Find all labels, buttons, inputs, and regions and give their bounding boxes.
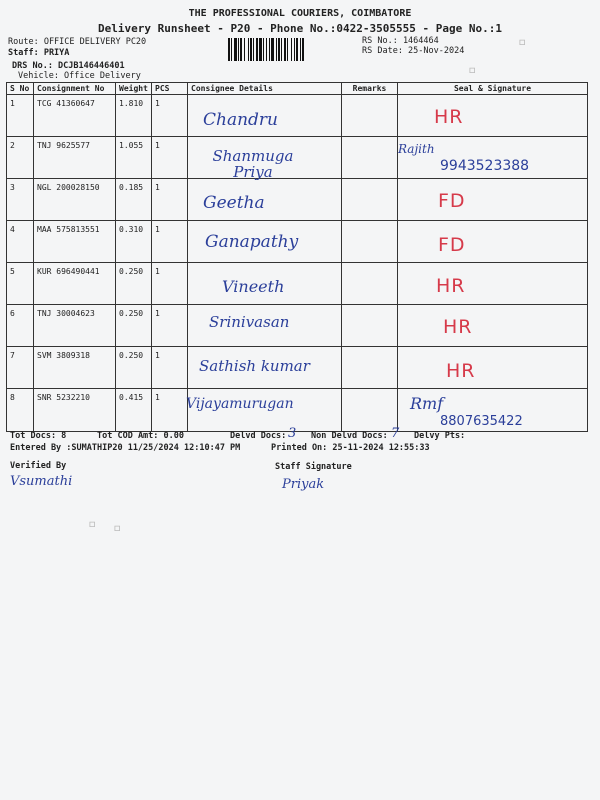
- drs-number: DRS No.: DCJB146446401: [12, 61, 125, 71]
- col-seal-header: Seal & Signature: [398, 83, 588, 95]
- handwritten-consignee: Chandru: [203, 110, 278, 130]
- cell-remarks: [342, 95, 398, 137]
- total-docs: Tot Docs: 8: [10, 431, 67, 441]
- total-cod-amount: Tot COD Amt: 0.00: [97, 431, 184, 441]
- handwritten-consignee: Srinivasan: [209, 313, 290, 331]
- table-row: [7, 95, 588, 137]
- cell-sno: 6: [7, 305, 34, 347]
- staff-signature: Priyak: [282, 477, 325, 492]
- rs-number: RS No.: 1464464: [362, 36, 439, 46]
- barcode-image: [228, 38, 352, 61]
- cell-pcs: 1: [152, 389, 188, 432]
- entered-by: Entered By :SUMATHIP20 11/25/2024 12:10:47 PM: [10, 443, 241, 453]
- cell-sno: 3: [7, 179, 34, 221]
- cell-pcs: 1: [152, 95, 188, 137]
- cell-pcs: 1: [152, 263, 188, 305]
- cell-remarks: [342, 221, 398, 263]
- delivered-docs-value: 3: [288, 426, 297, 441]
- cell-seal: [398, 179, 588, 221]
- col-consignee-header: Consignee Details: [188, 83, 342, 95]
- handwritten-consignee: Vijayamurugan: [186, 396, 294, 412]
- cell-weight: 0.250: [116, 347, 152, 389]
- table-header-row: [7, 83, 588, 95]
- cell-weight: 0.250: [116, 305, 152, 347]
- cell-seal: [398, 305, 588, 347]
- cell-seal: [398, 347, 588, 389]
- cell-pcs: 1: [152, 347, 188, 389]
- cell-consignment-no: KUR 696490441: [34, 263, 116, 305]
- cell-sno: 4: [7, 221, 34, 263]
- cell-seal: [398, 95, 588, 137]
- cell-weight: 0.185: [116, 179, 152, 221]
- delivered-docs-label: Delvd Docs:: [230, 431, 287, 441]
- table-row: [7, 263, 588, 305]
- cell-seal: [398, 263, 588, 305]
- seal-mark: HR: [436, 275, 466, 297]
- cell-consignment-no: TCG 41360647: [34, 95, 116, 137]
- vehicle-label: Vehicle: Office Delivery: [18, 71, 141, 81]
- cell-seal: [398, 221, 588, 263]
- table-row: [7, 179, 588, 221]
- cell-sno: 8: [7, 389, 34, 432]
- cell-weight: 1.055: [116, 137, 152, 179]
- cell-pcs: 1: [152, 305, 188, 347]
- cell-remarks: [342, 347, 398, 389]
- company-name: THE PROFESSIONAL COURIERS, COIMBATORE: [188, 8, 412, 19]
- receiver-phone: 9943523388: [440, 158, 530, 174]
- non-delivered-docs-label: Non Delvd Docs:: [311, 431, 388, 441]
- stamp-mark: ▫: [468, 62, 477, 78]
- cell-remarks: [342, 179, 398, 221]
- delivery-points-label: Delvy Pts:: [414, 431, 466, 441]
- non-delivered-docs-value: 7: [391, 426, 400, 441]
- verified-by-signature: Vsumathi: [10, 474, 73, 489]
- handwritten-consignee: Ganapathy: [205, 232, 299, 252]
- col-sno-header: S No: [7, 83, 34, 95]
- receiver-signature: Rajith: [398, 142, 435, 156]
- cell-consignment-no: NGL 200028150: [34, 179, 116, 221]
- cell-consignment-no: SNR 5232210: [34, 389, 116, 432]
- cell-sno: 7: [7, 347, 34, 389]
- cell-sno: 2: [7, 137, 34, 179]
- handwritten-consignee: Geetha: [203, 193, 265, 213]
- cell-consignment-no: SVM 3809318: [34, 347, 116, 389]
- consignment-table: [6, 82, 588, 432]
- col-remarks-header: Remarks: [342, 83, 398, 95]
- col-consignment-header: Consignment No: [34, 83, 116, 95]
- seal-mark: HR: [434, 106, 464, 128]
- cell-consignment-no: TNJ 30004623: [34, 305, 116, 347]
- cell-weight: 0.310: [116, 221, 152, 263]
- cell-remarks: [342, 389, 398, 432]
- handwritten-consignee: Sathish kumar: [199, 357, 310, 375]
- seal-mark: HR: [446, 360, 476, 382]
- handwritten-consignee: Vineeth: [222, 277, 285, 296]
- printed-on: Printed On: 25-11-2024 12:55:33: [271, 443, 430, 453]
- verified-by-label: Verified By: [10, 461, 67, 471]
- cell-sno: 1: [7, 95, 34, 137]
- seal-mark: FD: [438, 234, 466, 256]
- stamp-mark: ▫: [113, 520, 122, 536]
- table-row: [7, 305, 588, 347]
- cell-pcs: 1: [152, 137, 188, 179]
- cell-remarks: [342, 263, 398, 305]
- cell-pcs: 1: [152, 221, 188, 263]
- staff-signature-label: Staff Signature: [275, 462, 352, 472]
- stamp-mark: ▫: [88, 516, 97, 532]
- cell-remarks: [342, 137, 398, 179]
- runsheet-title: Delivery Runsheet - P20 - Phone No.:0422-3505555 - Page No.:1: [98, 22, 502, 35]
- cell-pcs: 1: [152, 179, 188, 221]
- staff-label: Staff: PRIYA: [8, 48, 70, 58]
- receiver-signature: Rmf: [410, 394, 444, 413]
- cell-weight: 0.415: [116, 389, 152, 432]
- stamp-mark: ▫: [518, 34, 527, 50]
- cell-sno: 5: [7, 263, 34, 305]
- cell-consignment-no: MAA 575813551: [34, 221, 116, 263]
- cell-weight: 1.810: [116, 95, 152, 137]
- route-label: Route: OFFICE DELIVERY PC20: [8, 37, 147, 47]
- col-weight-header: Weight: [116, 83, 152, 95]
- seal-mark: FD: [438, 190, 466, 212]
- cell-remarks: [342, 305, 398, 347]
- receiver-phone: 8807635422: [440, 414, 523, 429]
- handwritten-consignee: Shanmuga Priya: [212, 147, 294, 181]
- seal-mark: HR: [443, 316, 473, 338]
- cell-consignment-no: TNJ 9625577: [34, 137, 116, 179]
- cell-weight: 0.250: [116, 263, 152, 305]
- col-pcs-header: PCS: [152, 83, 188, 95]
- rs-date: RS Date: 25-Nov-2024: [362, 46, 465, 56]
